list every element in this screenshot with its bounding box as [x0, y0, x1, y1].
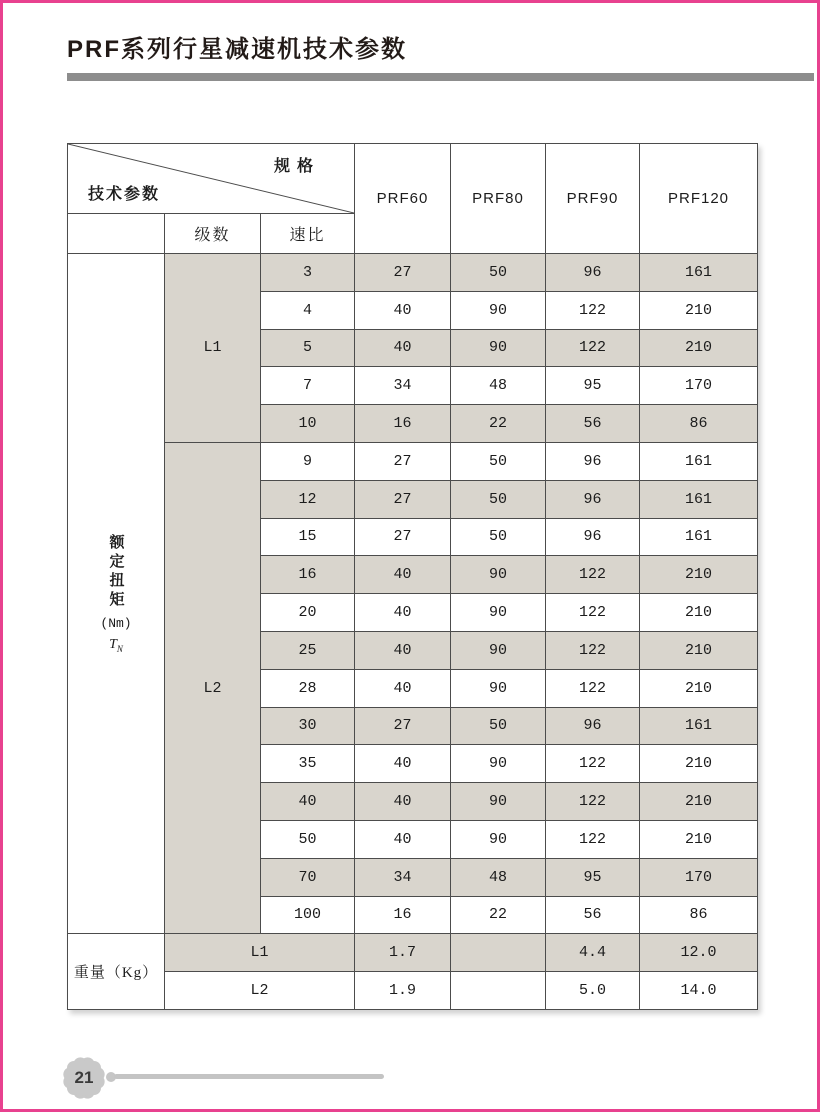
- value-cell: 122: [546, 631, 640, 669]
- value-cell: 90: [451, 556, 546, 594]
- value-cell: 22: [451, 896, 546, 934]
- column-header-prf90: PRF90: [546, 144, 640, 254]
- torque-axis-label: [68, 254, 165, 934]
- value-cell: 34: [355, 367, 451, 405]
- value-cell: 40: [355, 669, 451, 707]
- value-cell: 95: [546, 367, 640, 405]
- ratio-cell: 3: [261, 254, 355, 292]
- value-cell: 90: [451, 783, 546, 821]
- table-row: [68, 442, 758, 480]
- value-cell: 122: [546, 594, 640, 632]
- value-cell: 170: [640, 858, 758, 896]
- ratio-cell: 35: [261, 745, 355, 783]
- table-row: [68, 934, 758, 972]
- value-cell: 27: [355, 480, 451, 518]
- value-cell: 22: [451, 405, 546, 443]
- ratio-cell: 5: [261, 329, 355, 367]
- stage-cell: L1: [165, 934, 355, 972]
- value-cell: 161: [640, 707, 758, 745]
- value-cell: 48: [451, 858, 546, 896]
- value-cell: 16: [355, 405, 451, 443]
- value-cell: 12.0: [640, 934, 758, 972]
- torque-symbol: $T_N$: [109, 636, 123, 654]
- ratio-cell: 16: [261, 556, 355, 594]
- value-cell: 161: [640, 442, 758, 480]
- value-cell: 210: [640, 669, 758, 707]
- value-cell: 90: [451, 820, 546, 858]
- value-cell: 27: [355, 518, 451, 556]
- ratio-cell: 30: [261, 707, 355, 745]
- column-header-prf60: PRF60: [355, 144, 451, 254]
- value-cell: 50: [451, 518, 546, 556]
- value-cell: 161: [640, 480, 758, 518]
- value-cell: 90: [451, 594, 546, 632]
- value-cell: 122: [546, 783, 640, 821]
- ratio-cell: 15: [261, 518, 355, 556]
- ratio-header: 速比: [261, 214, 355, 254]
- value-cell: 40: [355, 631, 451, 669]
- value-cell: [451, 934, 546, 972]
- title-underline-bar: [67, 73, 814, 81]
- column-header-prf80: PRF80: [451, 144, 546, 254]
- value-cell: 210: [640, 329, 758, 367]
- value-cell: 1.9: [355, 972, 451, 1010]
- value-cell: 5.0: [546, 972, 640, 1010]
- table-body: [68, 254, 758, 1010]
- value-cell: 122: [546, 745, 640, 783]
- value-cell: 27: [355, 254, 451, 292]
- value-cell: 40: [355, 594, 451, 632]
- ratio-cell: 70: [261, 858, 355, 896]
- value-cell: 90: [451, 631, 546, 669]
- ratio-cell: 100: [261, 896, 355, 934]
- value-cell: 96: [546, 480, 640, 518]
- table-header-row: [68, 144, 758, 214]
- value-cell: 96: [546, 442, 640, 480]
- value-cell: 90: [451, 291, 546, 329]
- ratio-cell: 12: [261, 480, 355, 518]
- value-cell: 122: [546, 669, 640, 707]
- value-cell: 40: [355, 820, 451, 858]
- value-cell: 40: [355, 556, 451, 594]
- value-cell: 56: [546, 896, 640, 934]
- value-cell: 170: [640, 367, 758, 405]
- ratio-cell: 10: [261, 405, 355, 443]
- torque-label-vertical: 额定扭矩: [107, 533, 124, 610]
- empty-corner-cell: [68, 214, 165, 254]
- table-row: [68, 254, 758, 292]
- stage-cell: L2: [165, 442, 261, 933]
- value-cell: 210: [640, 820, 758, 858]
- value-cell: 210: [640, 291, 758, 329]
- value-cell: 50: [451, 707, 546, 745]
- value-cell: 96: [546, 518, 640, 556]
- value-cell: 90: [451, 329, 546, 367]
- value-cell: 50: [451, 480, 546, 518]
- value-cell: 95: [546, 858, 640, 896]
- value-cell: 90: [451, 669, 546, 707]
- torque-unit: (Nm): [100, 615, 132, 631]
- footer-rule-line: [114, 1074, 384, 1079]
- stage-header: 级数: [165, 214, 261, 254]
- stage-cell: L1: [165, 254, 261, 443]
- ratio-cell: 9: [261, 442, 355, 480]
- value-cell: 40: [355, 745, 451, 783]
- value-cell: 27: [355, 442, 451, 480]
- value-cell: 1.7: [355, 934, 451, 972]
- value-cell: 50: [451, 254, 546, 292]
- torque-label-stack: [68, 534, 164, 654]
- value-cell: 122: [546, 556, 640, 594]
- page-title: PRF系列行星减速机技术参数: [67, 36, 407, 63]
- value-cell: 40: [355, 291, 451, 329]
- value-cell: 56: [546, 405, 640, 443]
- value-cell: 27: [355, 707, 451, 745]
- weight-label: 重量（Kg）: [68, 934, 165, 1010]
- value-cell: 210: [640, 594, 758, 632]
- table-row: [68, 972, 758, 1010]
- value-cell: 4.4: [546, 934, 640, 972]
- value-cell: 40: [355, 329, 451, 367]
- corner-label-spec: 规格: [274, 158, 321, 175]
- page-number: 21: [66, 1060, 102, 1096]
- corner-label-parameters: 技术参数: [88, 186, 161, 203]
- ratio-cell: 40: [261, 783, 355, 821]
- value-cell: 122: [546, 820, 640, 858]
- stage-cell: L2: [165, 972, 355, 1010]
- value-cell: 40: [355, 783, 451, 821]
- column-header-prf120: PRF120: [640, 144, 758, 254]
- value-cell: 210: [640, 556, 758, 594]
- ratio-cell: 28: [261, 669, 355, 707]
- ratio-cell: 7: [261, 367, 355, 405]
- value-cell: 14.0: [640, 972, 758, 1010]
- value-cell: 16: [355, 896, 451, 934]
- ratio-cell: 4: [261, 291, 355, 329]
- value-cell: 96: [546, 707, 640, 745]
- value-cell: 50: [451, 442, 546, 480]
- value-cell: 86: [640, 405, 758, 443]
- ratio-cell: 50: [261, 820, 355, 858]
- value-cell: [451, 972, 546, 1010]
- diagonal-corner-cell: [68, 144, 355, 214]
- value-cell: 210: [640, 745, 758, 783]
- page-number-gear-icon: [62, 1056, 106, 1100]
- value-cell: 161: [640, 254, 758, 292]
- value-cell: 122: [546, 329, 640, 367]
- value-cell: 86: [640, 896, 758, 934]
- spec-table: [67, 143, 758, 1010]
- value-cell: 34: [355, 858, 451, 896]
- value-cell: 210: [640, 783, 758, 821]
- value-cell: 161: [640, 518, 758, 556]
- value-cell: 210: [640, 631, 758, 669]
- value-cell: 122: [546, 291, 640, 329]
- value-cell: 48: [451, 367, 546, 405]
- ratio-cell: 25: [261, 631, 355, 669]
- value-cell: 96: [546, 254, 640, 292]
- value-cell: 90: [451, 745, 546, 783]
- ratio-cell: 20: [261, 594, 355, 632]
